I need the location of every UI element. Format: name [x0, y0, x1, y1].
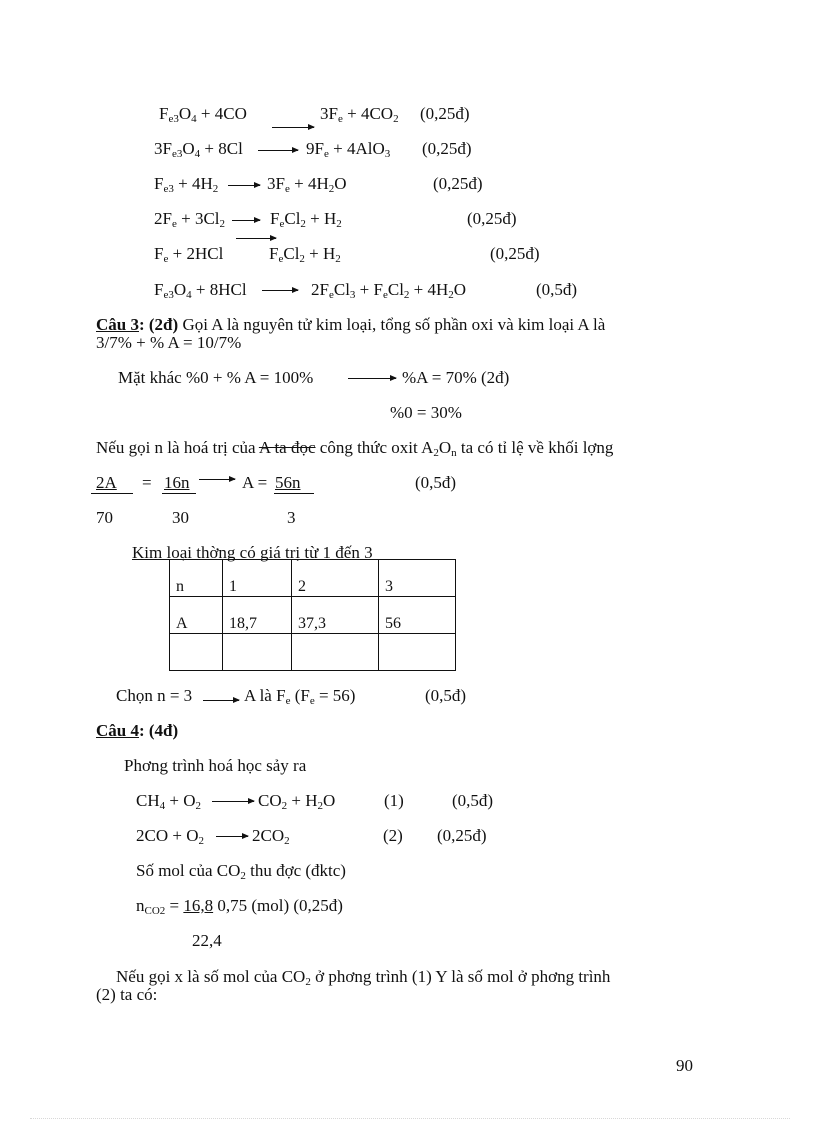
equation-2-reactants: $3F_{e3}O_4 + 8Cl$: [154, 139, 243, 160]
table-cell: 3: [379, 560, 456, 597]
arrow-choose: [203, 700, 239, 701]
equation-4-reactants: $2F_e + 3Cl_2$: [154, 209, 226, 230]
cau3-line5: Nếu gọi n là hoá trị của A ta đọc công thức oxit $A_2O_n$ ta có tỉ lệ về khối lợng: [96, 438, 614, 459]
equation-6-products: $2F_eCl_3 + F_eCl_2 + 4H_2O$: [311, 280, 467, 301]
cau4-line1: Phơng trình hoá học sảy ra: [124, 756, 307, 775]
equation-1-reactants: $F_{e3}O_4 + 4CO$: [159, 104, 247, 125]
arrow-r2: [216, 836, 248, 837]
table-cell: 18,7: [223, 597, 292, 634]
equation-3-score: (0,25đ): [433, 174, 483, 193]
bottom-divider: [30, 1118, 790, 1119]
equation-2-products: $9F_e + 4AlO_3$: [306, 139, 391, 160]
arrow-1: [272, 127, 314, 128]
arrow-2: [258, 150, 298, 151]
equation-6: [0, 280, 816, 302]
equation-1-products: $3F_e + 4CO_2$: [320, 104, 399, 125]
page-number: 90: [676, 1056, 693, 1075]
table-cell: [223, 634, 292, 671]
n-co2-denominator: 22,4: [192, 931, 222, 950]
frac-score: (0,5đ): [415, 473, 457, 492]
den-70: 70: [96, 508, 113, 527]
equation-4-products: $F_eCl_2 + H_2$: [270, 209, 342, 230]
table-cell: 56: [379, 597, 456, 634]
cau3-line3: Mặt khác %0 + % A = 100%: [118, 368, 314, 387]
cau3-points: : (2đ): [138, 315, 179, 334]
equation-1-score: (0,25đ): [420, 104, 470, 123]
cau3-text: Gọi A là nguyên tử kim loại, tổng số phần oxi và kim loại A là: [178, 315, 606, 334]
last-line-1: Nếu gọi x là số mol của $CO_2$ ở phơng trình (1) Y là số mol ở phơng trình: [116, 967, 611, 988]
mol-line: Số mol của $CO_2$ thu đợc (đktc): [136, 861, 346, 882]
den-30: 30: [172, 508, 189, 527]
equation-2-score: (0,25đ): [422, 139, 472, 158]
cau3-line2: 3/7% + % A = 10/7%: [96, 333, 242, 352]
table-row: [170, 634, 456, 671]
arrow-4: [232, 220, 260, 221]
arrow-3: [228, 185, 260, 186]
equation-3: [0, 174, 816, 196]
n-co2-line: $n_{CO2} = 16,8$ 0,75 (mol) (0,25đ): [136, 896, 343, 917]
valence-table: [169, 559, 456, 671]
cau4-label: Câu 4: [96, 721, 139, 740]
equation-1: [0, 104, 816, 126]
arrow-frac: [199, 479, 235, 480]
equation-6-score: (0,5đ): [536, 280, 578, 299]
equation-4: [0, 209, 816, 231]
table-cell: [170, 634, 223, 671]
cau4-heading: [96, 721, 178, 741]
choose-score: (0,5đ): [425, 686, 467, 705]
arrow-cau3: [348, 378, 396, 379]
frac-num-2a: 2A: [96, 473, 117, 492]
frac-res-a: A =: [242, 473, 268, 492]
cau4-points: : (4đ): [138, 721, 179, 740]
arrow-5: [236, 238, 276, 239]
table-row: [170, 560, 456, 597]
arrow-r1: [212, 801, 254, 802]
equation-5-reactants: $F_e + 2HCl$: [154, 244, 224, 265]
den-3: 3: [287, 508, 296, 527]
table-cell: [379, 634, 456, 671]
table-cell: A: [170, 597, 223, 634]
equation-3-reactants: $F_{e3} + 4H_2$: [154, 174, 219, 195]
frac-num-56n: 56n: [275, 473, 301, 492]
table-cell: 37,3: [292, 597, 379, 634]
equation-3-products: $3F_e + 4H_2O$: [267, 174, 347, 195]
last-line-2: (2) ta có:: [96, 985, 158, 1004]
equation-6-reactants: $F_{e3}O_4 + 8HCl$: [154, 280, 247, 301]
cau3-label: Câu 3: [96, 315, 139, 334]
table-row: [170, 597, 456, 634]
table-cell: 2: [292, 560, 379, 597]
equation-5-products: $F_eCl_2 + H_2$: [269, 244, 341, 265]
frac-eq: =: [142, 473, 152, 492]
cau3-line3b: %A = 70% (2đ): [402, 368, 510, 387]
arrow-6: [262, 290, 298, 291]
frac-num-16n: 16n: [164, 473, 190, 492]
table-cell: 1: [223, 560, 292, 597]
equation-2: [0, 139, 816, 161]
cau3-line4: %0 = 30%: [390, 403, 462, 422]
equation-5-score: (0,25đ): [490, 244, 540, 263]
cau3-heading-line: [96, 315, 605, 335]
valence-note: Kim loại thờng có giá trị từ 1 đến 3: [132, 543, 373, 562]
table-cell: n: [170, 560, 223, 597]
table-cell: [292, 634, 379, 671]
equation-5: [0, 244, 816, 266]
equation-4-score: (0,25đ): [467, 209, 517, 228]
